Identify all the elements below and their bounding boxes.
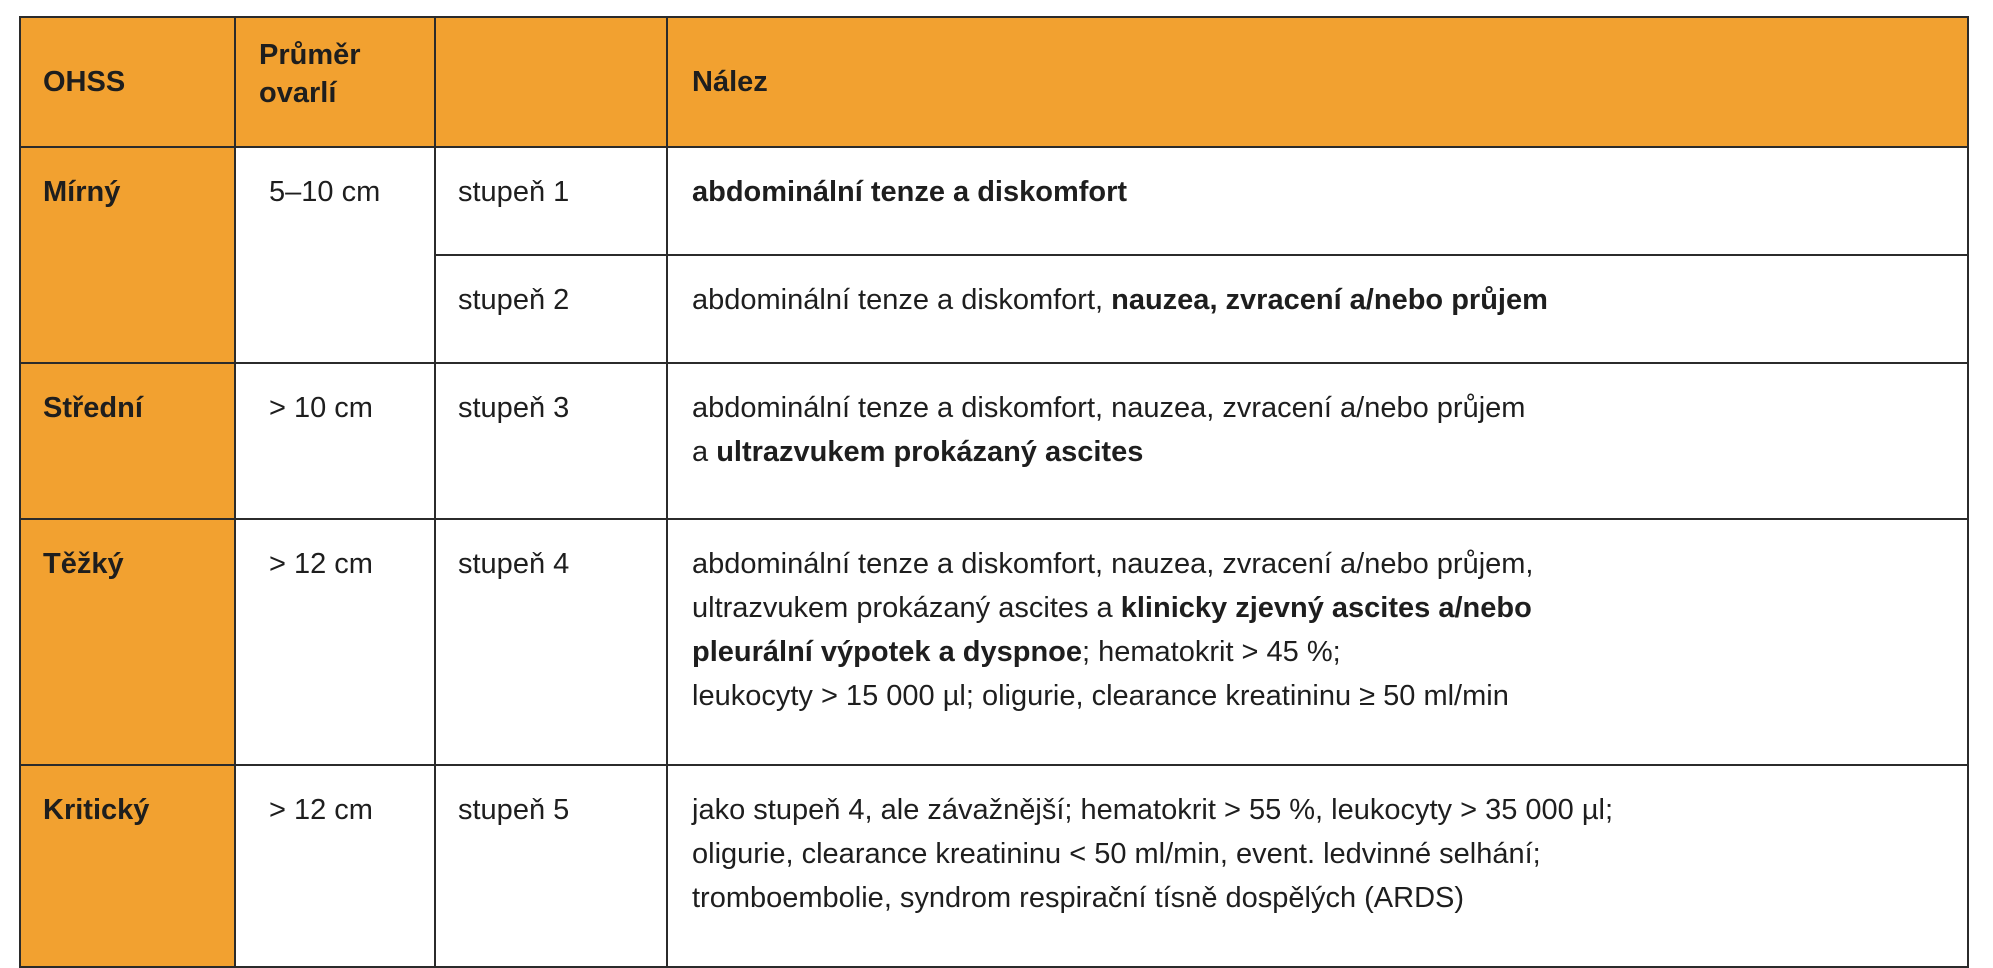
- table-row: [20, 147, 1968, 255]
- finding-text: leukocyty > 15 000 µl; oligurie, clearance kreatininu ≥ 50 ml/min: [692, 680, 1509, 712]
- finding-text: abdominální tenze a diskomfort, nauzea, zvracení a/nebo průjem,: [692, 548, 1534, 580]
- finding-text: oligurie, clearance kreatininu < 50 ml/min, event. ledvinné selhání;: [692, 838, 1541, 870]
- grade-cell: stupeň 2: [435, 255, 667, 363]
- table-row: [20, 363, 1968, 519]
- finding-text: jako stupeň 4, ale závažnější; hematokrit > 55 %, leukocyty > 35 000 µl;: [692, 794, 1614, 826]
- ohss-classification-table: [19, 16, 1969, 968]
- finding-line: [692, 832, 1947, 876]
- diameter-cell: > 10 cm: [235, 363, 435, 519]
- finding-line: [692, 586, 1947, 630]
- finding-line: [692, 674, 1947, 718]
- finding-cell: [667, 363, 1968, 519]
- header-ovary-diameter-line1: Průměr: [259, 39, 361, 71]
- finding-line: [692, 170, 1947, 214]
- severity-cell: Těžký: [20, 519, 235, 765]
- finding-text: ; hematokrit > 45 %;: [1082, 636, 1341, 668]
- finding-cell: [667, 519, 1968, 765]
- finding-text-bold: pleurální výpotek a dyspnoe: [692, 636, 1082, 668]
- finding-text-bold: nauzea, zvracení a/nebo průjem: [1111, 284, 1548, 316]
- finding-line: [692, 788, 1947, 832]
- finding-line: [692, 430, 1947, 474]
- diameter-cell: > 12 cm: [235, 765, 435, 967]
- severity-cell: Kritický: [20, 765, 235, 967]
- header-ovary-diameter: [235, 17, 435, 147]
- finding-cell: [667, 765, 1968, 967]
- diameter-cell: 5–10 cm: [235, 147, 435, 363]
- finding-text: ultrazvukem prokázaný ascites a: [692, 592, 1121, 624]
- table-row: [20, 765, 1968, 967]
- finding-text: abdominální tenze a diskomfort,: [692, 284, 1112, 316]
- diameter-cell: > 12 cm: [235, 519, 435, 765]
- finding-line: [692, 876, 1947, 920]
- table-header-row: [20, 17, 1968, 147]
- table-row: [20, 519, 1968, 765]
- grade-cell: stupeň 3: [435, 363, 667, 519]
- finding-text-bold: klinicky zjevný ascites a/nebo: [1120, 592, 1532, 624]
- severity-cell: Mírný: [20, 147, 235, 363]
- finding-line: [692, 630, 1947, 674]
- finding-line: [692, 542, 1947, 586]
- finding-line: [692, 386, 1947, 430]
- grade-cell: stupeň 1: [435, 147, 667, 255]
- header-ohss: OHSS: [20, 17, 235, 147]
- finding-text: tromboembolie, syndrom respirační tísně dospělých (ARDS): [692, 882, 1465, 914]
- finding-text: abdominální tenze a diskomfort, nauzea, zvracení a/nebo průjem: [692, 392, 1526, 424]
- header-ovary-diameter-line2: ovarlí: [259, 77, 337, 109]
- finding-cell: [667, 147, 1968, 255]
- finding-text-bold: ultrazvukem prokázaný ascites: [716, 436, 1144, 468]
- severity-cell: Střední: [20, 363, 235, 519]
- grade-cell: stupeň 4: [435, 519, 667, 765]
- grade-cell: stupeň 5: [435, 765, 667, 967]
- finding-cell: [667, 255, 1968, 363]
- finding-text-bold: abdominální tenze a diskomfort: [692, 176, 1128, 208]
- header-finding: Nález: [667, 17, 1968, 147]
- finding-text: a: [692, 436, 717, 468]
- header-grade: [435, 17, 667, 147]
- finding-line: [692, 278, 1947, 322]
